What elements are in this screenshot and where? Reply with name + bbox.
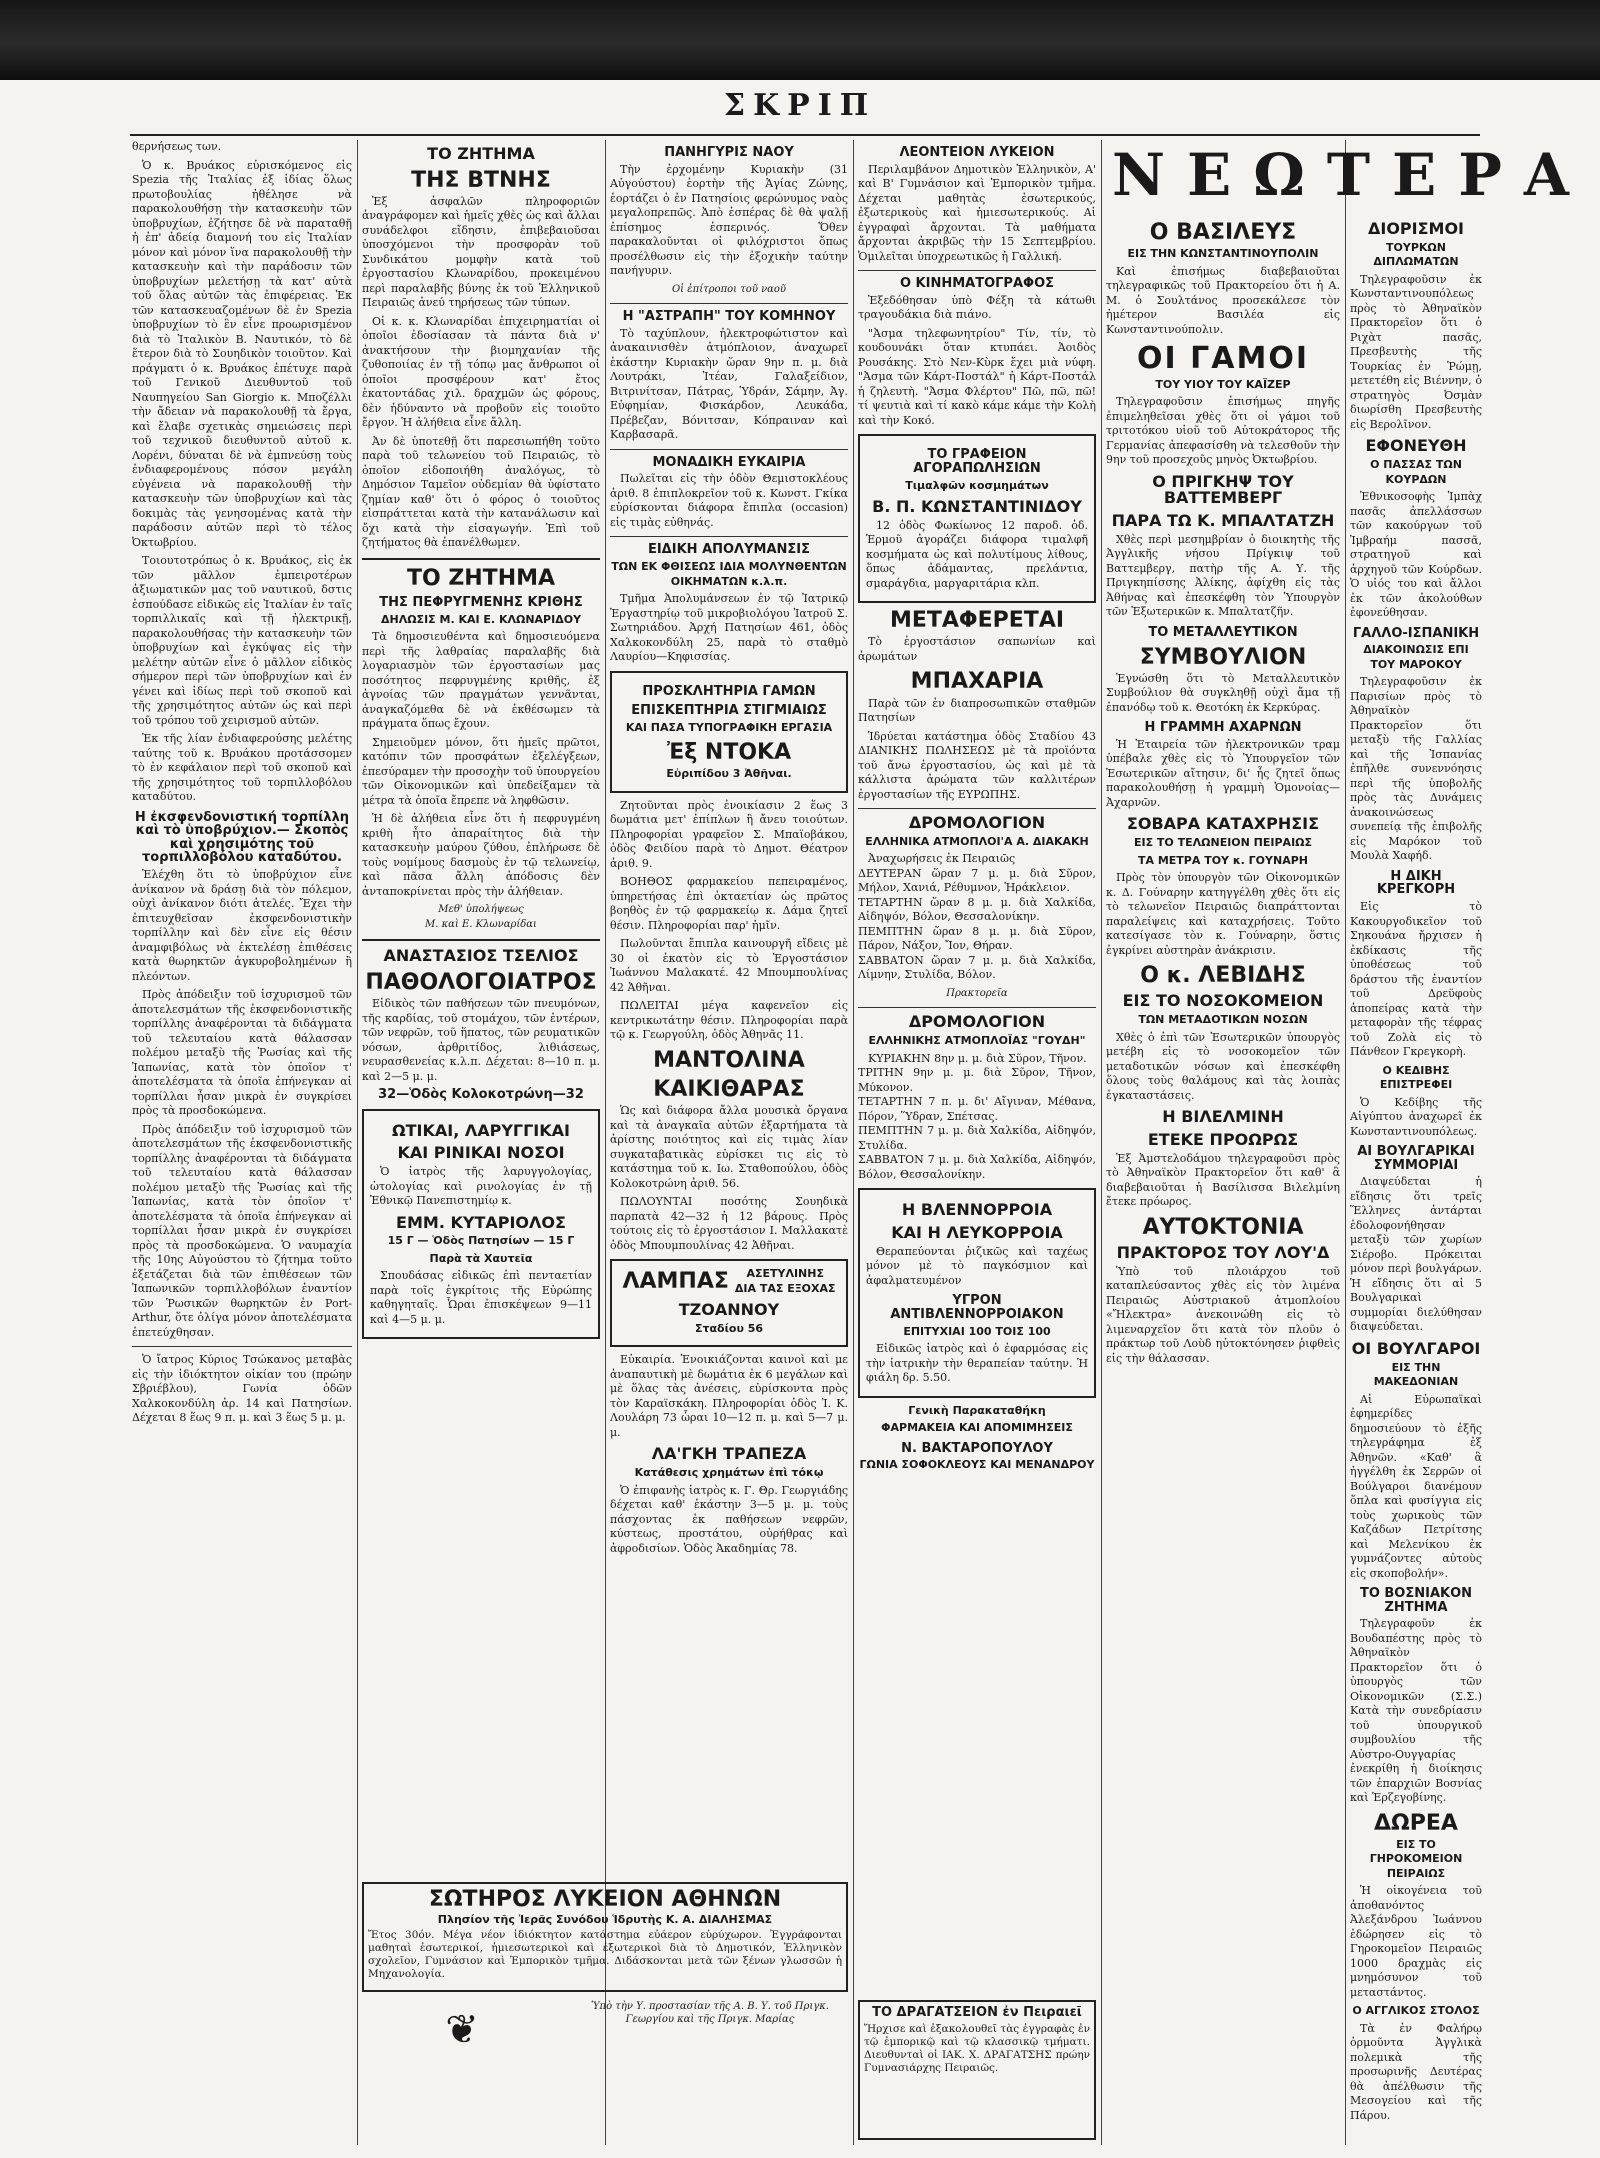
notice-text: ΠΩΛΟΥΝΤΑΙ ποσότης Σουηδικὰ παρπατὰ 42—32 ἡ 12 βάρους. Πρὸς τούτοις εἰς τὸ ἐργοστάσιον I. Μαλλακατὲ ὁδὸς Μπουμπουλίνας 42 Ἀθῆναι. — [610, 1195, 848, 1252]
ad-address: Παρὰ τὰ Χαυτεῖα — [429, 1251, 533, 1265]
column-divider — [853, 140, 854, 2145]
ad-heading: ΚΑΙΚΙΘΑΡΑΣ — [653, 1077, 805, 1103]
ad-heading: ΠΑΘΟΛΟΓΟΙΑΤΡΟΣ — [365, 969, 597, 995]
article-heading: Η ΔΙΚΗ ΚΡΕΓΚΟΡΗ — [1376, 868, 1456, 898]
article-text: Ἐλέχθη ὅτι τὸ ὑποβρύχιον εἶνε ἀνίκανον νὰ δράσῃ διὰ τὸν πόλεμον, οὐχὶ ἀνίκανον διότι ἀτελές. Ἔχει τὴν ἐπιτευχθεῖσαν ἐκσφενδονιστικὴν τορπίλλην καὶ δὲν εἶνε εἰς θέσιν ἀναμφιβόλως νὰ ἐκτελέσῃ ἐπιθέσεις κατὰ θωρηκτῶν ἀγκυροβολημένων ἢ πλεόντων. — [132, 868, 352, 983]
article-subhead: ΤΩΝ ΕΚ ΦΘΙΣΕΩΣ ΙΔΙΑ ΜΟΛΥΝΘΕΝΤΩΝ ΟΙΚΗΜΑΤΩΝ κ.λ.π. — [611, 560, 847, 588]
article-text: Ἐξεδόθησαν ὑπὸ Φέξη τὰ κάτωθι τραγουδάκια διὰ πιάνο. — [858, 293, 1096, 322]
article-text: Τὰ δημοσιευθέντα καὶ δημοσιευόμενα περὶ τῆς λαθραίας παραλαβῆς διὰ λογαριασμὸν τῶν ἐργοστασίων μας ποσότητος πεφρυγμένης κριθῆς, ἐξ ἀγνοίας τῶν πραγμάτων γεννᾶνται, ἀναγκαζόμεθα δὲ νὰ ἐκθέσωμεν τὰ πράγματα ὅπως ἔχουν. — [362, 630, 600, 731]
article-heading: ΑΥΤΟΚΤΟΝΙΑ — [1142, 1214, 1304, 1240]
ad-heading: ΕΠΙΣΚΕΠΤΗΡΙΑ ΣΤΙΓΜΙΑΙΩΣ — [631, 703, 827, 719]
article-heading: Ο ΠΡΙΓΚΗΨ ΤΟΥ ΒΑΤΤΕΜΒΕΡΓ — [1152, 471, 1294, 508]
notice-text: Πωλοῦνται ἔπιπλα καινουργῆ εἴδεις μὲ 30 οἱ ἑκατὸν εἰς τὸ Ἐργοστάσιον Ἰωάννου Μαλακατέ. 42 Μπουμπουλίνας 42 Ἀθῆναι. — [610, 937, 848, 994]
article-text: Τὰ ἐν Φαλήρῳ ὁρμοῦντα Ἀγγλικὰ πολεμικὰ τῆς προσωρινῆς Δευτέρας θὰ ἀπέλθωσιν τῆς Μεσογείου καὶ τῆς Πάρου. — [1350, 2021, 1482, 2122]
article-text: Διαψεύδεται ἡ εἴδησις ὅτι τρεῖς Ἕλληνες ἀντάρται ἐδολοφονήθησαν μεταξὺ τῶν χωρίων Σιέροβο. Πρόκειται μόνον περὶ βουλγάρων. Ἡ εἴδησις ὅτι αἱ 5 Βουλγαρικαὶ συμμορίαι διελύθησαν διαψεύδεται. — [1350, 1175, 1482, 1334]
ad-heading: Η ΒΛΕΝΝΟΡΡΟΙΑ — [901, 1200, 1053, 1220]
column-1 — [132, 140, 352, 2140]
ad-address: 32—Ὁδὸς Κολοκοτρώνη—32 — [378, 1087, 584, 1103]
divider — [858, 270, 1096, 271]
ad-text: 12 ὁδὸς Φωκίωνος 12 παροδ. ὁδ. Ἑρμοῦ ἀγοράζει διάφορα τιμαλφῆ κοσμήματα ὡς καὶ πολυτίμους λίθους, ὅπως ἀδάμαντας, πρελάντια, σμαράγδια, μαργαριτάρια κλπ. — [866, 518, 1088, 590]
schedule-heading: ΔΡΟΜΟΛΟΓΙΟΝ — [908, 813, 1046, 833]
schedule-text: ΚΥΡΙΑΚΗΝ 8ην μ. μ. διὰ Σῦρον, Τῆνον. ΤΡΙΤΗΝ 9ην μ. μ. διὰ Σῦρον, Τῆνον, Μύκονον. ΤΕΤΑΡΤΗΝ 7 π. μ. δι' Αἴγιναν, Μέθανα, Πόρον, Ὕδραν, Σπέτσας. ΠΕΜΠΤΗΝ 7 μ. μ. διὰ Χαλκίδα, Αἰδηψόν, Στυλίδα. ΣΑΒΒΑΤΟΝ 7 μ. μ. διὰ Χαλκίδα, Αἰδηψόν, Βόλον, Θεσσαλονίκην. — [858, 1051, 1096, 1181]
article-heading: ΤΗΣ ΠΕΦΡΥΓΜΕΝΗΣ ΚΡΙΘΗΣ — [379, 594, 583, 610]
ad-address: Εὐριπίδου 3 Ἀθῆναι. — [666, 767, 792, 781]
ad-text: Τὸ ἐργοστάσιον σαπωνίων καὶ ἀρωμάτων — [858, 635, 1096, 663]
ad-heading: ΚΑΙ Η ΛΕΥΚΟΡΡΟΙΑ — [891, 1222, 1063, 1242]
article-text: Ἡ δὲ ἀλήθεια εἶνε ὅτι ἡ πεφρυγμένη κριθὴ ἦτο ἀπαραίτητος διὰ τὴν κατασκευὴν μαύρου ζύθου, ἐπλήρωσε δὲ τοὺς νομίμους δασμοὺς ἐν τῷ τελωνείῳ, καὶ πᾶσα ἄλλη ἀπόδοσις δὲν ἀνταποκρίνεται πρὸς τὴν ἀλήθειαν. — [362, 812, 600, 898]
article-heading: ΓΑΛΛΟ-ΙΣΠΑΝΙΚΗ — [1352, 625, 1480, 641]
article-heading: Η ΓΡΑΜΜΗ ΑΧΑΡΝΩΝ — [1144, 720, 1302, 736]
article-text: Πρὸς ἀπόδειξιν τοῦ ἰσχυρισμοῦ τῶν ἀποτελεσμάτων τῆς ἐκσφενδονιστικῆς τορπίλλης ἀναφέρονται τὰ διδάγματα τοῦ τελευταίου κατὰ θάλασσαν πολέμου μεταξὺ τῆς Ῥωσίας καὶ τῆς Ἰαπωνίας, κατὰ τὸν ὁποῖον τ' ἀποτελέσματα τὰ ὁποῖα ἐπήνεγκαν αἱ τορπίλλαι ἦσαν μικρὰ ἐν συγκρίσει πρὸς τὰ προσδοκώμενα. Ὁ ναυμαχία τῆς 10ης Αὐγούστου τὸ ζήτημα τοῦτο ἐξετάζεται διὰ τῶν ἐπιθέσεων τῶν Ἰαπωνικῶν τορπιλλοβόλων ἐναντίον τῶν Ῥωσικῶν θωρηκτῶν ἐν Port-Arthur, ὅτε ὀλίγα μόνον ἀποτελέσματα ἐπετεύχθησαν. — [132, 1122, 352, 1339]
ad-text: Ὁ ἰατρὸς τῆς λαρυγγολογίας, ὠτολογίας καὶ ρινολογίας ἐν τῇ Ἐθνικῷ Πανεπιστημίῳ κ. — [370, 1165, 592, 1208]
latest-news-banner: ΝΕΩΤΕΡΑ — [1112, 141, 1591, 209]
article-subhead: ΕΙΣ ΤΗΝ ΚΩΝΣΤΑΝΤΙΝΟΥΠΟΛΙΝ — [1127, 247, 1319, 261]
signature: Οἱ ἐπίτροποι τοῦ ναοῦ — [671, 283, 787, 295]
top-dark-band — [0, 0, 1600, 80]
divider — [610, 536, 848, 537]
article-heading: ΣΥΜΒΟΥΛΙΟΝ — [1139, 644, 1307, 670]
ad-heading: ΩΤΙΚΑΙ, ΛΑΡΥΓΓΙΚΑΙ — [391, 1120, 570, 1140]
ad-heading: ΑΝΑΣΤΑΣΙΟΣ ΤΣΕΛΙΟΣ — [383, 946, 579, 966]
article-text: Ὁ Κεδίβης τῆς Αἰγύπτου ἀναχωρεῖ ἐκ Κωνσταντινουπόλεως. — [1350, 1095, 1482, 1138]
article-text: Τηλεγραφοῦσιν ἐπισήμως πηγῆς ἐπιμεληθεῖσαι χθὲς ὅτι οἱ γάμοι τοῦ τριτοτόκου υἱοῦ τοῦ Αὐτοκράτορος τῆς Γερμανίας ἀπεφασίσθη νὰ τελεσθοῦν τὴν 9ην τοῦ προσεχοῦς μηνὸς Ὀκτωβρίου. — [1106, 395, 1340, 467]
masthead — [0, 84, 1600, 130]
article-heading: ΤΗΣ ΒΤΝΗΣ — [411, 167, 551, 193]
article-text: Τμῆμα Ἀπολυμάνσεων ἐν τῷ Ἰατρικῷ Ἐργαστηρίῳ τοῦ μικροβιολόγου Ἰατροῦ Σ. Σωτηριάδου. Ἀρχή Πατησίων 461, ὁδὸς Χαλκοκονδύλη 25, παρὰ τὸ σταθμὸ Λαυρίου—Κηφισσίας. — [610, 592, 848, 664]
notice-text: ΒΟΗΘΟΣ φαρμακείου πεπειραμένος, ὑπηρετήσας ἐπὶ ὀκταετίαν ὡς πρῶτος βοηθὸς ἐν τῷ φαρμακείῳ κ. Δάμα ζητεῖ θέσιν. Πληροφορίαι παρ' ἡμῖν. — [610, 875, 848, 932]
article-text: Ἡ οἰκογένεια τοῦ ἀποθανόντος Ἀλεξάνδρου Ἰωάννου ἐδώρησεν εἰς τὸ Γηροκομεῖον Πειραιῶς 1000 δραχμὰς εἰς μνημόσυνον τοῦ μεταστάντος. — [1350, 1884, 1482, 1999]
article-text: Χθὲς περὶ μεσημβρίαν ὁ διοικητὴς τῆς Ἀγγλικῆς νήσου Πρίγκιψ τοῦ Βαττεμβεργ, πατὴρ τῆς Α. Υ. τῆς Πριγκηπίσσης Ἀλίκης, ἀφίχθη εἰς τὰς Ἀθήνας καὶ ἐπεσκέφθη τὸν Ὑπουργὸν τῶν Ἐξωτερικῶν κ. Μπαλτατζῆν. — [1106, 532, 1340, 619]
article-subhead: ΔΗΛΩΣΙΣ Μ. ΚΑΙ Ε. ΚΛΩΝΑΡΙΔΟΥ — [380, 612, 582, 626]
column-divider — [357, 140, 358, 2145]
ad-text: Σπουδάσας εἰδικῶς ἐπὶ πενταετίαν παρὰ τοῖς ἐγκρίτοις τῆς Εὐρώπης καθηγηταῖς. Ὧραι ἐπισκέψεων 9—11 καὶ 4—5 μ. μ. — [370, 1269, 592, 1326]
ad-name: ΕΜΜ. ΚΥΤΑΡΙΟΛΟΣ — [396, 1212, 566, 1232]
column-6 — [1350, 215, 1482, 2140]
ad-box — [858, 1188, 1096, 1397]
article-text: θερνήσεως των. — [132, 140, 222, 153]
article-text: Ἐξ Ἀμστελοδάμου τηλεγραφοῦσι πρὸς τὸ Ἀθηναϊκὸν Πρακτορεῖον ὅτι καθ' ἃ διαβεβαιοῦται ἡ Βασίλισσα Βιλελμίνη ἔτεκε πρόωρος. — [1106, 1151, 1340, 1209]
article-text: "Ἀσμα τηλεφωνητρίου" Τίν, τίν, τὸ κουδουνάκι ὅταν κτυπάει. Ἀοιδὸς Ρουσάκης. Στὸ Νεν-Κὺρκ ἔχει μιὰ νύφη. "Ἀσμα τῶν Κάρτ-Ποστάλ" ἡ Κάρτ-Ποστάλ ἡ ζηλευτὴ. "Ἀσμα Φλέρτου" Πῶ, πῶ, πῶ! τί ψευτιὰ καὶ τί κακὸ κάμε κάμε τὴν Κολὴ καὶ τὴν Κοκό. — [858, 326, 1096, 427]
article-subhead: Η ἐκσφενδονιστική τορπίλλη καὶ τὸ ὑποβρύχιον.— Σκοπὸς καὶ χρησιμότης τοῦ τορπιλλοβόλου καταδύτου. — [134, 809, 350, 866]
schedule-subhead: ΕΛΛΗΝΙΚΗΣ ΑΤΜΟΠΛΟΪΑΣ "ΓΟΥΔΗ" — [868, 1034, 1086, 1048]
ad-text: Ἱδρύεται κατάστημα ὁδὸς Σταδίου 43 ΔΙΑΝΙΚΗΣ ΠΩΛΗΣΕΩΣ μὲ τὰ προϊόντα τοῦ ἄνω ἐργοστασίου, ὡς καὶ μὲ τὰ κάλλιστα ἀρώματα τῶν καλλιτέρων ἐργοστασίων τῆς ΕΥΡΩΠΗΣ. — [858, 729, 1096, 801]
ad-subhead: ΚΑΙ ΠΑΣΑ ΤΥΠΟΓΡΑΦΙΚΗ ΕΡΓΑΣΙΑ — [625, 720, 833, 734]
ad-heading: ΛΑ'ΓΚΗ ΤΡΑΠΕΖΑ — [651, 1444, 807, 1464]
divider — [858, 808, 1096, 809]
article-text: Πρὸς ἀπόδειξιν τοῦ ἰσχυρισμοῦ τῶν ἀποτελεσμάτων τῆς ἐκσφενδονιστικῆς τορπίλλης ἀναφέρονται τὰ διδάγματα τοῦ τελευταίου κατὰ θάλασσαν πολέμου μεταξὺ τῆς Ῥωσίας καὶ τῆς Ἰαπωνίας, κατὰ τὸν ὁποῖον τ' ἀποτελέσματα τὰ ὁποῖα ἐπήνεγκαν αἱ τορπίλλαι ἦσαν μικρὰ ἐν συγκρίσει πρὸς τὰ προσδοκώμενα. — [132, 988, 352, 1118]
article-heading: ΟΙ ΓΑΜΟΙ — [1137, 341, 1309, 377]
article-subhead: ΤΟΥ ΥΙΟΥ ΤΟΥ ΚΑΪΖΕΡ — [1155, 377, 1291, 391]
schedule-heading: ΔΡΟΜΟΛΟΓΙΟΝ — [908, 1012, 1046, 1032]
article-text: Εἰς τὸ Κακουργοδικεῖον τοῦ Σηκουάνα ἤρχισεν ἡ ἐκδίκασις τῆς ὑποθέσεως τοῦ δράστου τῆς ἐναντίον τοῦ Δρεϋφοὺς ἀποπείρας κατὰ τὴν μεταφορὰν τῆς τέφρας τοῦ Ζολὰ εἰς τὸ Πάνθεον Γκρεγκορὴ. — [1350, 900, 1482, 1059]
article-heading: ΕΙΔΙΚΗ ΑΠΟΛΥΜΑΝΣΙΣ — [647, 542, 811, 558]
article-heading: Ο ΚΙΝΗΜΑΤΟΓΡΑΦΟΣ — [899, 276, 1055, 292]
divider — [362, 939, 600, 941]
article-heading: ΔΙΟΡΙΣΜΟΙ — [1367, 219, 1465, 238]
ad-text: Εἰδικῶς ἰατρὸς καὶ ὁ ἐφαρμόσας εἰς τὴν ἰατρικὴν τὴν θεραπείαν ταύτην. Ἡ φιάλη δρ. 5.50. — [866, 1342, 1088, 1385]
article-subhead: ΕΙΣ ΤΗΝ ΜΑΚΕΔΟΝΙΑΝ — [1373, 1360, 1459, 1389]
ad-heading: ΣΩΤΗΡΟΣ ΛΥΚΕΙΟΝ ΑΘΗΝΩΝ — [428, 1887, 782, 1912]
ad-subhead: Πλησίον τῆς Ἱερᾶς Συνόδου Ἱδρυτὴς Κ. Α. ΔΙΑΛΗΣΜΑΣ — [437, 1913, 773, 1927]
article-subhead: ΕΙΣ ΤΟ ΓΗΡΟΚΟΜΕΙΟΝ ΠΕΙΡΑΙΩΣ — [1369, 1837, 1463, 1880]
article-heading: ΣΟΒΑΡΑ ΚΑΤΑΧΡΗΣΙΣ — [1126, 814, 1320, 834]
ad-heading: ΠΡΟΣΚΛΗΤΗΡΙΑ ΓΑΜΩΝ — [642, 683, 816, 699]
school-ad — [362, 1882, 848, 1992]
ad-heading: ΚΑΙ ΡΙΝΙΚΑΙ ΝΟΣΟΙ — [397, 1143, 565, 1163]
ad-name: Ἐξ ΝΤΟΚΑ — [666, 740, 792, 766]
ad-text: Θεραπεύονται ῥιζικῶς καὶ ταχέως μόνον μὲ τὸ παγκόσμιον καὶ ἀφαλματευμένον — [866, 1244, 1088, 1287]
article-text: Ἐθνικοσοφὴς Ἰμπὰχ πασᾶς ἀπελλάσσων τῶν κακούργων τοῦ Ἰμβραήμ πασσᾶ, στρατηγοῦ καὶ ἀρχηγοῦ τῶν Κούρδων. Ὁ υἱός του καὶ ἄλλοι ἐκ τῶν ἀκολούθων ἐφονεύθησαν. — [1350, 490, 1482, 620]
article-subhead: ΔΙΑΚΟΙΝΩΣΙΣ ΕΠΙ ΤΟΥ ΜΑΡΟΚΟΥ — [1363, 643, 1469, 671]
ad-subhead: ΑΣΕΤΥΛΙΝΗΣ — [746, 1267, 824, 1281]
article-subhead: Ο ΠΑΣΣΑΣ ΤΩΝ ΚΟΥΡΔΩΝ — [1370, 458, 1462, 486]
newspaper-name: ΣΚΡΙΠ — [723, 88, 877, 123]
article-text: Τοιουτοτρόπως ὁ κ. Βρυάκος, εἰς ἐκ τῶν μᾶλλον ἐμπειροτέρων ἀξιωματικῶν μας τοῦ ναυτικοῦ, δστις ἐσπούδασε εἰδικῶς εἰς Ἰταλίαν ἐν ταῖς τορπιλλικαῖς καὶ τῇ ἠλεκτρικῇ, παρακολουθήσας τὴν κατασκευὴν τῶν ὑποβρυχίων καὶ ἐγκύψας εἰς τὴν μελέτην αὐτῶν εἶνε ὁ μᾶλλον εἰδικὸς σήμερον περὶ τῶν ὑποβρυχίων καὶ ἐν γένει καὶ ἰδίως περὶ τοῦ σκοποῦ καὶ τῆς χρησιμότητος αὐτῶν ὡς καὶ περὶ τοῦ τρόπου τοῦ χειρισμοῦ αὐτῶν. — [132, 554, 352, 727]
article-heading: ΕΦΟΝΕΥΘΗ — [1365, 436, 1467, 456]
ad-heading: ΤΟ ΔΡΑΓΑΤΣΕΙΟΝ ἐν Πειραιεῖ — [872, 2005, 1082, 2020]
article-text: Ἀν δὲ ὑποτεθῇ ὅτι παρεσιωπήθη τοῦτο παρὰ τοῦ τελωνείου τοῦ Πειραιῶς, τὸ ὁποῖον εἰδοποιήθη ἀναλόγως, τὸ Δημόσιον Ταμεῖον οὐδεμίαν θὰ ὑφίστατο ζημίαν καθ' ὅτι ὁ φόρος ὁ τοιοῦτος εἰσπράττεται κατὰ τὴν κατανάλωσιν καὶ ὄχι κατὰ τὴν εἰσαγωγήν. Ἐπὶ τοῦ ζητήματος θὰ ἐπανέλθωμεν. — [362, 434, 600, 550]
article-heading: ΕΙΣ ΤΟ ΝΟΣΟΚΟΜΕΙΟΝ — [1122, 991, 1324, 1011]
schedule-note: Πρακτορεῖα — [946, 987, 1008, 999]
ad-subhead: Τιμαλφῶν κοσμημάτων — [905, 478, 1049, 492]
signature: Μεθ' ὑπολήψεως Μ. καὶ Ε. Κλωναρίδαι — [425, 904, 537, 930]
ad-subhead: ΕΠΙΤΥΧΙΑΙ 100 ΤΟΙΣ 100 — [903, 1324, 1051, 1338]
ad-address: 15 Γ — Ὁδὸς Πατησίων — 15 Γ — [387, 1234, 575, 1248]
masthead-rule — [130, 134, 1480, 136]
ad-name: ΥΓΡΟΝ ΑΝΤΙΒΛΕΝΝΟΡΡΟΙΑΚΟΝ — [890, 1293, 1064, 1322]
ad-subhead: ΔΙΑ ΤΑΣ ΕΞΟΧΑΣ — [734, 1281, 836, 1295]
notice-text: Ζητοῦνται πρὸς ἐνοικίασιν 2 ἕως 3 δωμάτια μετ' ἐπίπλων ἢ ἄνευ τοιούτων. Πληροφορίαι γραφεῖον Σ. Μπαϊοβάκου, ὁδὸς Φειδίου παρὰ τὸ Δημοτ. Θέατρον ἀριθ. 9. — [610, 798, 848, 870]
schedule-subhead: ΕΛΛΗΝΙΚΑ ΑΤΜΟΠΛΟΙ'Α Α. ΔΙΑΚΑΚΗ — [865, 834, 1089, 848]
ad-box — [858, 434, 1096, 603]
article-text: Οἱ κ. κ. Κλωναρίδαι ἐπιχειρηματίαι οἱ ὁποῖοι ἐδοσίασαν τὰ πάντα διὰ ν' ἀνακτήσουν τὴν βιομηχανίαν τῆς ζυθοποιίας ἐν τῇ τόπῳ μας ἄνθρωποι οἱ ὁποῖοι προσφέρουν κατ' ἔτος ἑκατοντάδας χιλ. δραχμῶν ὡς φόρους, δὲν ἠδύναντο νὰ προβοῦν εἰς τοιοῦτο ἔργον. Ἡ ἀλήθεια εἶνε ἄλλη. — [362, 314, 600, 430]
article-heading: Η ΒΙΛΕΛΜΙΝΗ — [1162, 1107, 1284, 1127]
royal-seal — [362, 2000, 562, 2140]
notice-text: Ὁ ἴατρος Κύριος Τσώκανος μεταβὰς εἰς τὴν ἰδιόκτητον οἰκίαν του (πρώην Σβριέβλου), Γωνία ὁδῶν Χαλκοκονδύλη ἀρ. 14 καὶ Πατησίων. Δέχεται 8 ἕως 9 π. μ. καὶ 3 ἕως 5 μ. μ. — [132, 1353, 352, 1425]
ad-name: Β. Π. ΚΩΝΣΤΑΝΤΙΝΙΔΟΥ — [872, 497, 1082, 517]
article-heading: Ο ΒΑΣΙΛΕΥΣ — [1149, 220, 1297, 245]
ad-subhead: Γενικὴ Παρακαταθήκη — [908, 1403, 1046, 1417]
article-text: Χθὲς ὁ ἐπὶ τῶν Ἐσωτερικῶν ὑπουργὸς μετέβη εἰς τὸ νοσοκομεῖον τῶν μεταδοτικῶν νόσων καὶ ἐπεσκέφθη ὅλους τοὺς θαλάμους καὶ τὰς λοιπὰς ἐγκαταστάσεις. — [1106, 1030, 1340, 1102]
article-subhead: ΕΙΣ ΤΟ ΤΕΛΩΝΕΙΟΝ ΠΕΙΡΑΙΩΣ — [1133, 836, 1313, 850]
notice-text: Ὁ ἐπιφανὴς ἰατρὸς κ. Γ. Θρ. Γεωργιάδης δέχεται καθ' ἑκάστην 3—5 μ. μ. τοὺς πάσχοντας ἐκ παθήσεων νεφρῶν, κύστεως, προστάτου, οὐρήθρας καὶ ἀφροδισίων. Ὁδὸς Ἀκαδημίας 78. — [610, 1483, 848, 1555]
ad-subhead: ΦΑΡΜΑΚΕΙΑ ΚΑΙ ΑΠΟΜΙΜΗΣΕΙΣ — [881, 1421, 1073, 1435]
ad-name: ΤΖΟΑΝΝΟΥ — [678, 1300, 780, 1320]
ad-heading: ΜΕΤΑΦΕΡΕΤΑΙ — [889, 608, 1065, 634]
article-heading: Ο κ. ΛΕΒΙΔΗΣ — [1140, 963, 1306, 989]
article-heading: ΠΡΑΚΤΟΡΟΣ ΤΟΥ ΛΟΥ'Δ — [1116, 1242, 1330, 1262]
article-text: Καὶ ἐπισήμως διαβεβαιοῦται τηλεγραφικῶς τοῦ Πρακτορείου ὅτι ἡ Α. Μ. ὁ Σουλτάνος προσεκάλεσε τὸν ἡμέτερον Βασιλέα εἰς Κωνσταντινούπολιν. — [1106, 264, 1340, 336]
column-3 — [610, 140, 848, 2140]
column-divider — [1345, 140, 1346, 2145]
column-5 — [1106, 215, 1340, 2140]
article-text: Τὸ ταχύπλουν, ἠλεκτροφώτιστον καὶ ἀνακαινισθὲν ἀτμόπλοιον, ἀναχωρεῖ ἑκάστην Κυριακὴν ὥραν 9ην π. μ. διὰ Λουτράκι, Ἰτέαν, Γαλαξείδιον, Βιτρινίτσαν, Πάτρας, Ὑδράν, Σάμην, Ἀγ. Εὐφημίαν, Φισκάρδον, Λευκάδα, Πρέβεζαν, Βόνιτσαν, Κόπραιναν καὶ Καρβασαρᾶ. — [610, 326, 848, 442]
article-heading: ΤΟ ΖΗΤΗΜΑ — [427, 144, 535, 163]
article-text: Τηλεγραφοῦσιν ἐκ Παρισίων πρὸς τὸ Ἀθηναϊκὸν Πρακτορεῖον ὅτι μεταξὺ τῆς Γαλλίας καὶ τῆς Ἰσπανίας ἐπῆλθε συνεννόησις περὶ τῆς ὑποβολῆς πρὸς τὰς Δυνάμεις ἀνακοινώσεως συνεπείᾳ τῆς ἐπιβολῆς εἰς Μαρόκον τοῦ Μουλὰ Χαφήδ. — [1350, 675, 1482, 863]
article-heading: ΟΙ ΒΟΥΛΓΑΡΟΙ — [1351, 1338, 1481, 1358]
notice-text: Εὐκαιρία. Ἐνοικιάζονται καινοὶ καὶ με ἀναπαυτικὴ μὲ δωμάτια ἐκ 6 μεγάλων καὶ μὲ ὅλας τὰς ἀνέσεις, εὑρίσκοντα πρὸς τὸν Καραϊσκάκη. Πληροφορίαι ὁδὸς Ἰ. Κ. Λουλάρη 73 ὧραι 10—12 π. μ. καὶ 5—7 μ. μ. — [610, 1353, 848, 1439]
ad-name: Ν. ΒΑΚΤΑΡΟΠΟΥΛΟΥ — [901, 1440, 1053, 1456]
article-text: Ἐξ ἀσφαλῶν πληροφοριῶν ἀναγράφομεν καὶ ἡμεῖς χθὲς ὡς καὶ ἄλλαι συνάδελφοι εἴδησιν, ἐπιβεβαιοῦσαι ὑποσχόμενοι τὴν προσφορὰν τοῦ Συνδικάτου μομφὴν κατὰ τοῦ ἐργοστασίου Κλωναρίδου, προκειμένου περὶ παραλαβῆς βύνης ἐκ τοῦ Ἑλληνικοῦ Πειραιῶς ἀνεύ τηρήσεως τῶν τύπων. — [362, 194, 600, 310]
seal-caption: Ὑπὸ τὴν Υ. προστασίαν τῆς Α. Β. Υ. τοῦ Πριγκ. Γεωργίου καὶ τῆς Πριγκ. Μαρίας — [591, 2001, 829, 2025]
divider — [610, 303, 848, 304]
article-heading: ΕΤΕΚΕ ΠΡΟΩΡΩΣ — [1147, 1129, 1299, 1149]
article-text: Πωλεῖται εἰς τὴν ὁδὸν Θεμιστοκλέους ἀριθ. 8 ἐπιπλοκρεῖον τοῦ κ. Κωνστ. Γκίκα εὑρίσκονται διάφορα ἔπιπλα (occasion) εἰς τιμὰς εὐθηνάς. — [610, 472, 848, 529]
column-4 — [858, 140, 1096, 2140]
article-text: Ὁ κ. Βρυάκος εὑρισκόμενος εἰς Spezia τῆς Ἰταλίας ἐξ ἰδίας ὅλως πρωτοβουλίας ἠθέλησε νὰ παρακολουθήσῃ τὴν κατασκευὴν τῶν ὑποβρυχίων, ἐζήτησε δὲ νὰ παραταθῇ ἡ ἐπ' ἀδείᾳ διαμονή του εἰς Ἰταλίαν μόνον καὶ μόνον ἵνα παρακολουθῇ τὴν κατασκευὴν καὶ τὴν παράδοσιν τῶν ὑποβρυχίων μελετήσῃ τὰ κατ' αὐτὰ τοῦ ὅλας αὐτῶν τὰς ἐπιφέρειας. Ἐκ τῶν κατασκευαζομένων δὲ ἐν Spezia ὑποβρυχίων τὸ ἓν εἶνε προωρισμένον διὰ τὸ Ἰταλικὸν Β. Ναυτικόν, τὸ δὲ ἕτερον διὰ τὸ Σουηδικὸν τοιοῦτον. Καὶ πράγματι ὁ κ. Βρυάκος ἐπέτυχε παρὰ τοῦ Γενικοῦ Διευθυντοῦ τοῦ Ναυπηγείου San Giorgio κ. Μποζέλλι τὴν ἄδειαν νὰ παρακολουθῇ τὰ ἔργα, καὶ ἔλαβε σχετικὰς σημειώσεις περὶ τοῦ τεχνικοῦ διευθυντοῦ αὐτοῦ κ. Λορένι, δύναται δὲ νὰ ἐμπνεύσῃ τοὺς ἐνδιαφερομένους πόσον μεγάλη εὐγένεια νὰ παρακολουθῇ τὴν κατασκευὴν τῶν ὑποβρυχίων καὶ τὰς δοκιμὰς τὰς γενησομένας κατὰ τὴν παράδοσιν αὐτῶν περὶ τὸ τέλος Ὀκτωβρίου. — [132, 158, 352, 549]
article-heading: ΔΩΡΕΑ — [1374, 1810, 1458, 1836]
ad-text: Εἰδικὸς τῶν παθήσεων τῶν πνευμόνων, τῆς καρδίας, τοῦ στομάχου, τῶν ἐντέρων, τῶν νεφρῶν, τοῦ ἥπατος, τῶν ρευματικῶν νόσων, ἀρθριτίδος, λιθιάσεως, νευρασθενείας κ.λ.π. Δέχεται: 8—10 π. μ. καὶ 2—5 μ. μ. — [362, 997, 600, 1083]
ad-box — [610, 671, 848, 793]
article-text: Ἐκ τῆς λίαν ἐνδιαφερούσης μελέτης ταύτης τοῦ κ. Βρυάκου προτάσσομεν τὸ ἐν κεφάλαιον περὶ τοῦ σκοποῦ καὶ τῆς χρησιμότητος τοῦ τορπιλλοβόλου καταδύτου. — [132, 732, 352, 803]
ad-text: Παρὰ τῶν ἐν διαπροσωπικῶν σταθμῶν Πατησίων — [858, 696, 1096, 725]
school-ad-piraeus — [858, 2000, 1096, 2140]
ad-address: Σταδίου 56 — [694, 1321, 764, 1335]
article-subhead: Ο ΚΕΔΙΒΗΣ ΕΠΙΣΤΡΕΦΕΙ — [1379, 1063, 1453, 1092]
article-text: Τὴν ἐρχομένην Κυριακὴν (31 Αὐγούστου) ἑορτὴν τῆς Ἁγίας Ζώνης, ἑορτάζει ὁ ἐν Πατησίοις φερώνυμος ναὸς μεγαλοπρεπῶς. Ἀπὸ ἑσπέρας δὲ θὰ ψαλῇ ἐπίσημος ἑσπερινός. Ὅθεν παρακαλοῦνται οἱ φιλόχριστοι ὅπως προσέλθωσιν εἰς τὴν ἐξοχικὴν ταύτην πανήγυριν. — [610, 162, 848, 278]
ad-text: Ἤρχισε καὶ ἐξακολουθεῖ τὰς ἐγγραφὰς ἐν τῷ ἐμπορικῷ καὶ τῷ κλασσικῷ τμήματι. Διευθυνταὶ οἱ ΙΑΚ. Χ. ΔΡΑΓΑΤΣΗΣ πρώην Γυμνασιάρχης Πειραιῶς. — [864, 2022, 1090, 2074]
article-subhead: ΤΩΝ ΜΕΤΑΔΟΤΙΚΩΝ ΝΟΣΩΝ — [1138, 1013, 1308, 1027]
divider — [362, 558, 600, 560]
column-divider — [605, 140, 606, 2145]
divider — [858, 1007, 1096, 1008]
ad-address: ΓΩΝΙΑ ΣΟΦΟΚΛΕΟΥΣ ΚΑΙ ΜΕΝΑΝΔΡΟΥ — [859, 1458, 1095, 1472]
article-subhead: ΤΟΥΡΚΩΝ ΔΙΠΛΩΜΑΤΩΝ — [1373, 240, 1459, 269]
ad-heading: ΜΑΝΤΟΛΙΝΑ — [653, 1047, 805, 1073]
ad-text: Ὡς καὶ διάφορα ἄλλα μουσικὰ ὄργανα καὶ τὰ ἀναγκαῖα αὐτῶν ἐξαρτήματα τὰ ἀρίστης ποιότητος καὶ εἰς τιμὰς λίαν συγκαταβατικὰς εὑρίσκει τις εἰς τὸ κατάστημα τοῦ κ. Ιω. Σταθοπούλου, ὁδὸς Κολοκοτρώνη ἀριθ. 56. — [610, 1104, 848, 1190]
article-heading: ΤΟ ΜΕΤΑΛΛΕΥΤΙΚΟΝ — [1148, 624, 1298, 640]
column-2 — [362, 140, 600, 2140]
article-subhead: Ο ΑΓΓΛΙΚΟΣ ΣΤΟΛΟΣ — [1352, 2004, 1480, 2018]
ad-heading: ΛΑΜΠΑΣ — [622, 1269, 729, 1295]
article-subhead: ΤΑ ΜΕΤΡΑ ΤΟΥ κ. ΓΟΥΝΑΡΗ — [1137, 853, 1308, 867]
article-heading: ΑΙ ΒΟΥΛΓΑΡΙΚΑΙ ΣΥΜΜΟΡΙΑΙ — [1357, 1144, 1475, 1173]
article-text: Αἱ Εὐρωπαϊκαὶ ἐφημερίδες δημοσιεύουν τὸ ἑξῆς τηλεγράφημα ἐξ Ἀθηνῶν. «Καθ' ἃ ἠγγέλθη ἐκ Σερρῶν οἱ Βούλγαροι διανέμουν ὅπλα καὶ φυσίγγια εἰς τοὺς χωρικοὺς τῶν Καζάδων Πετρίτσης καὶ Μελενίκου ἐκ γυμνάζοντες αὐτοὺς εἰς σκοποβολήν». — [1350, 1392, 1482, 1580]
article-text: Ἐγνώσθη ὅτι τὸ Μεταλλευτικὸν Συμβούλιον θὰ συγκληθῇ οὐχὶ ἄμα τῇ ἐπανόδῳ τοῦ κ. Θεοτόκη ἐκ Κερκύρας. — [1106, 671, 1340, 714]
article-text: Ἡ Ἑταιρεία τῶν ἠλεκτρονικῶν τραμ ὑπέβαλε χθὲς εἰς τὸ Ὑπουργεῖον τῶν Ἐσωτερικῶν αἴτησιν, δι' ἧς ζητεῖ ὅπως παρακολουθήσῃ ἡ γραμμὴ Ὁμονοίας—Ἀχαρνῶν. — [1106, 737, 1340, 809]
article-text: Τηλεγραφοῦσιν ἐκ Κωνσταντινουπόλεως πρὸς τὸ Ἀθηναϊκὸν Πρακτορεῖον ὅτι ὁ Ριχὰτ πασᾶς, Πρεσβευτὴς τῆς Τουρκίας ἐν Ῥώμῃ, μετετέθη εἰς Βιέννην, ὁ στρατηγὸς Ὀσμὰν διωρίσθη Πρεσβευτὴς εἰς Βερολῖνον. — [1350, 272, 1482, 431]
article-heading: ΠΑΡΑ ΤΩ Κ. ΜΠΑΛΤΑΤΖΗ — [1111, 511, 1335, 531]
ad-text: Ἔτος 30όν. Μέγα νέον ἰδιόκτητον κατάστημα εὐάερον εὐρύχωρον. Ἐγγράφονται μαθηταὶ ἐσωτερικοί, ἡμιεσωτερικοὶ καὶ ἐξωτερικοὶ διὰ τὸ Δημοτικόν, Ἑλληνικὸν σχολεῖον, Γυμνάσιον καὶ Ἐμπορικὸν τμῆμα. Διδάσκονται μετὰ τῶν ξένων γλωσσῶν ἡ Μηχανολογία. — [368, 1929, 842, 1981]
divider — [610, 449, 848, 450]
article-heading: ΛΕΟΝΤΕΙΟΝ ΛΥΚΕΙΟΝ — [899, 145, 1055, 160]
article-text: Σημειοῦμεν μόνον, ὅτι ἡμεῖς πρῶτοι, κατόπιν τῶν προσφάτων ἐξελέγξεων, ἐπεσύραμεν τὴν προσοχὴν τοῦ ὑπουργείου τῶν Οἰκονομικῶν καὶ ὑπεδείξαμεν τὰ μέτρα τὰ ὁποῖα ἔπρεπε νὰ ληφθῶσιν. — [362, 735, 600, 807]
article-text: Περιλαμβάνον Δημοτικὸν Ἑλληνικὸν, Α' καὶ Β' Γυμνάσιον καὶ Ἐμπορικὸν τμῆμα. Δέχεται μαθητὰς ἐσωτερικούς, ἐξωτερικοὺς καὶ ἡμιεσωτερικούς. Αἱ ἐγγραφαὶ ἄρχονται. Τὰ μαθήματα ἄρχονται ἀκριβῶς τὴν 15 Σεπτεμβρίου. Ὁμιλεῖται ὑποχρεωτικῶς ἡ Γαλλική. — [858, 162, 1096, 263]
notice-text: ΠΩΛΕΙΤΑΙ μέγα καφενεῖον εἰς κεντρικωτάτην θέσιν. Πληροφορίαι παρὰ τῷ κ. Γεωργούλη, ὁδὸς Ἀθηνᾶς 11. — [610, 999, 848, 1042]
ad-box — [610, 1259, 848, 1347]
article-heading: Η "ΑΣΤΡΑΠΗ" ΤΟΥ ΚΟΜΗΝΟΥ — [622, 309, 836, 325]
article-heading: ΠΑΝΗΓΥΡΙΣ ΝΑΟΥ — [664, 145, 794, 160]
schedule-text: Ἀναχωρήσεις ἐκ Πειραιῶς ΔΕΥΤΕΡΑΝ ὥραν 7 μ. μ. διὰ Σῦρον, Μήλον, Χανιά, Ρέθυμνον, Ἡράκλειον. ΤΕΤΑΡΤΗΝ ὥραν 8 μ. μ. διὰ Χαλκίδα, Αἰδηψόν, Βόλον, Θεσσαλονίκην. ΠΕΜΠΤΗΝ ὥραν 8 μ. μ. διὰ Σῦρον, Πάρον, Νάξον, Ἴον, Θήραν. ΣΑΒΒΑΤΟΝ ὥραν 7 μ. μ. διὰ Χαλκίδα, Λίμνην, Στυλίδα, Βόλον. — [858, 852, 1096, 982]
article-heading: ΤΟ ΖΗΤΗΜΑ — [406, 565, 556, 591]
article-text: Ὑπὸ τοῦ πλοιάρχου τοῦ καταπλεύσαντος χθὲς εἰς τὸν λιμένα Πειραιῶς Αὐστριακοῦ ἀτμοπλοίου «Ἤλεκτρα» ἀνεκοινώθη εἰς τὸ λιμεναρχεῖον ὅτι κατὰ τὸν πλοῦν ὁ πράκτωρ τοῦ Λοὺδ ηὐτοκτόνησεν ῥιφθεὶς εἰς τὴν θάλασσαν. — [1106, 1264, 1340, 1365]
article-text: Τηλεγραφοῦν ἐκ Βουδαπέστης πρὸς τὸ Ἀθηναϊκὸν Πρακτορεῖον ὅτι ὁ ὑπουργὸς τῶν Οἰκονομικῶν (Σ.Σ.) Κατὰ τὴν συνεδρίασιν τοῦ ὑπουργικοῦ συμβουλίου τῆς Αὐστρο-Ουγγαρίας ἐνεκρίθη ἡ διοίκησις τῶν ἐπαρχιῶν Βοσνίας καὶ Ἑρζεγοβίνης. — [1350, 1617, 1482, 1805]
column-divider — [1101, 140, 1102, 2145]
article-heading: ΜΟΝΑΔΙΚΗ ΕΥΚΑΙΡΙΑ — [652, 454, 806, 470]
article-text: Πρὸς τὸν ὑπουργὸν τῶν Οἰκονομικῶν κ. Δ. Γούναρην κατηγγέλθη χθὲς ὅτι εἰς τὸ τελωνεῖον Πειραιῶς διαπράττονται παραλείψεις καὶ καταχρήσεις. Τοῦτο κατεσίγασε τὸν κ. Γούναρην, ὅστις ἐγκρίνει αὐστηρὰν ἀνάκρισιν. — [1106, 871, 1340, 957]
ad-name: ΜΠΑΧΑΡΙΑ — [910, 669, 1044, 695]
crown-seal-icon: ❦ — [445, 2007, 479, 2053]
article-heading: ΤΟ ΒΟΣΝΙΑΚΟΝ ΖΗΤΗΜΑ — [1359, 1586, 1473, 1615]
ad-heading: ΤΟ ΓΡΑΦΕΙΟΝ ΑΓΟΡΑΠΩΛΗΣΙΩΝ — [913, 447, 1041, 476]
ad-subhead: Κατάθεσις χρημάτων ἐπὶ τόκῳ — [634, 1466, 824, 1480]
divider — [132, 1346, 352, 1347]
ad-box — [362, 1109, 600, 1340]
